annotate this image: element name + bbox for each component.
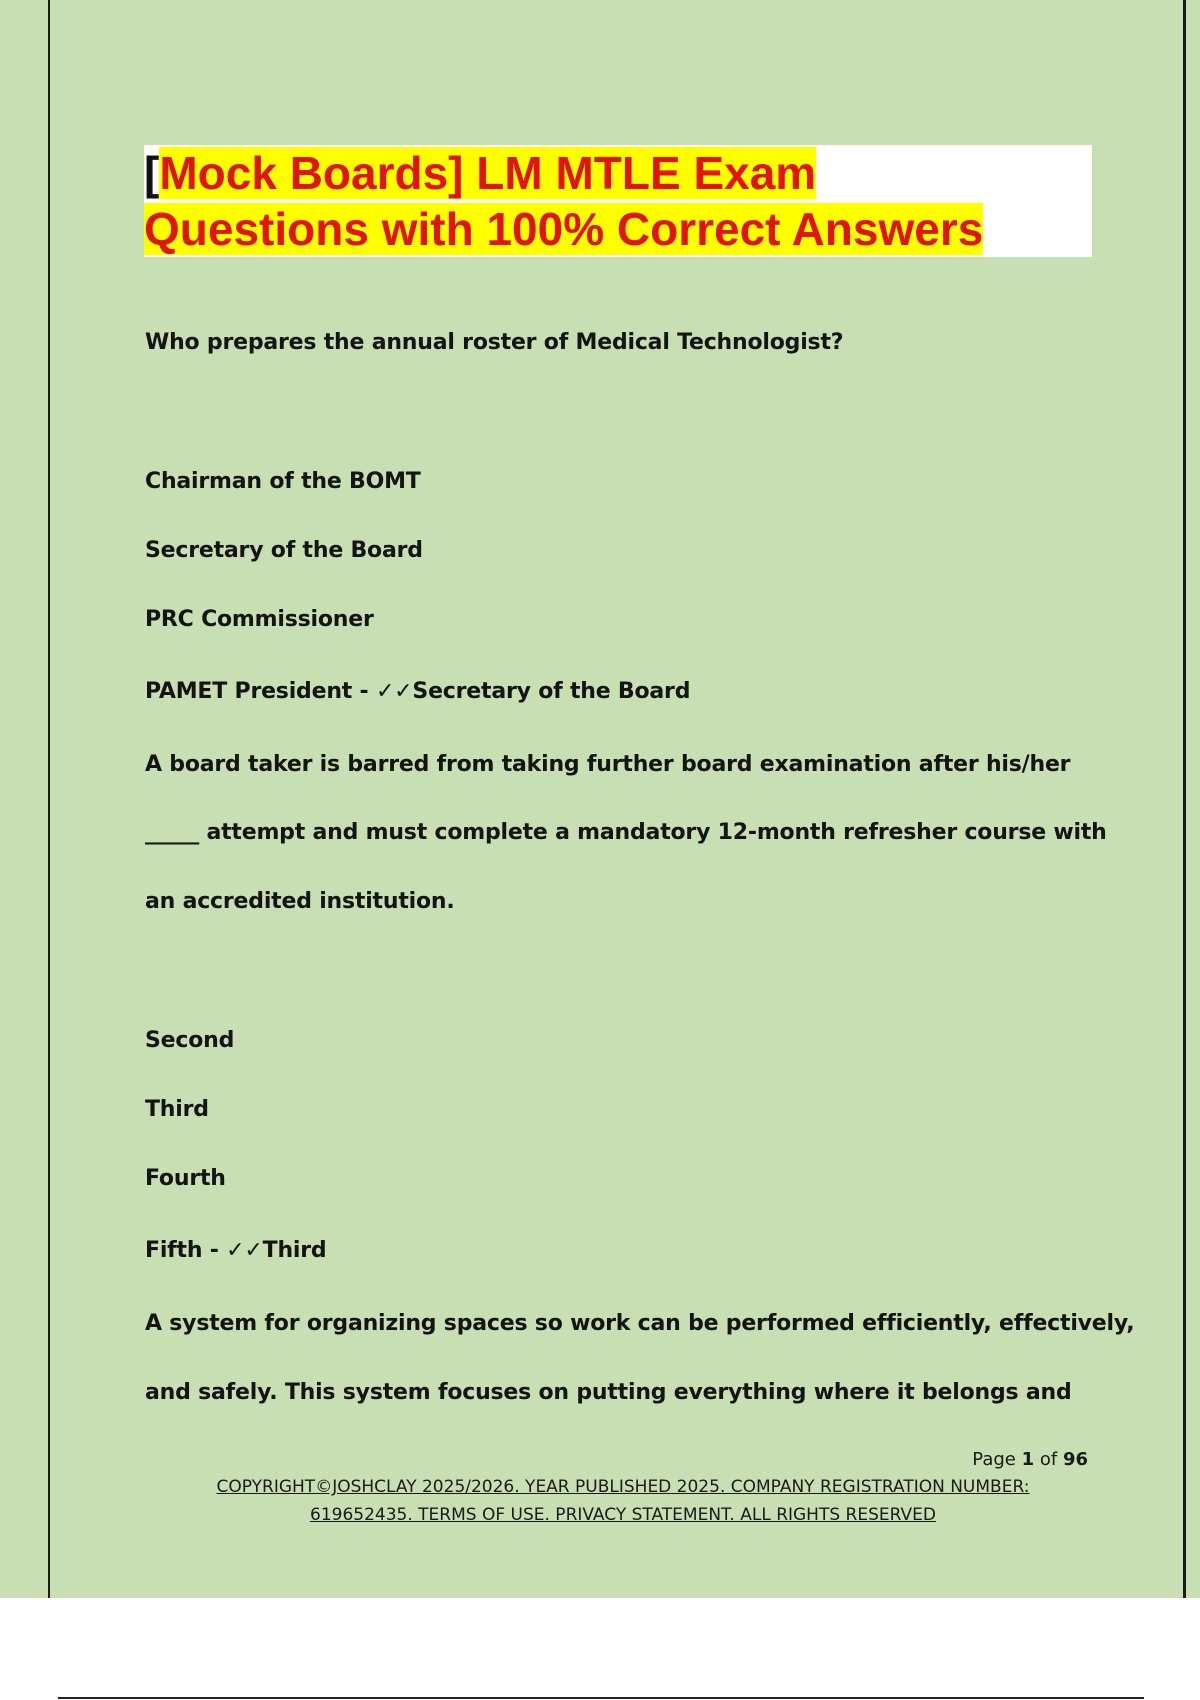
q1-option-4: PAMET President - (145, 679, 376, 704)
q2-option-3: Fourth (145, 1166, 226, 1191)
q1-option-1: Chairman of the BOMT (145, 469, 421, 494)
q2-option-4-with-answer (145, 1236, 326, 1266)
page-number (900, 1448, 1088, 1472)
title-line-2: Questions with 100% Correct Answers (144, 203, 984, 255)
q2-answer: Third (262, 1238, 327, 1263)
copyright-notice (150, 1473, 1096, 1529)
checkmark-icon: ✓✓ (375, 679, 413, 704)
bottom-divider (58, 1697, 1144, 1699)
q1-option-3: PRC Commissioner (145, 607, 374, 632)
page-border-right (1183, 0, 1186, 1598)
q1-option-2: Secretary of the Board (145, 538, 423, 563)
copyright-line-1: COPYRIGHT©JOSHCLAY 2025/2026. YEAR PUBLISHED 2025. COMPANY REGISTRATION NUMBER: (216, 1477, 1030, 1497)
question-2-line-3: an accredited institution. (145, 889, 455, 914)
checkmark-icon: ✓✓ (226, 1238, 263, 1263)
document-title (144, 145, 1044, 257)
page-border-left (48, 0, 50, 1598)
q1-answer: Secretary of the Board (412, 679, 691, 704)
title-line-1: Mock Boards] LM MTLE Exam (159, 147, 817, 199)
copyright-line-2: 619652435. TERMS OF USE. PRIVACY STATEMENT. ALL RIGHTS RESERVED (310, 1505, 936, 1525)
title-bracket: [ (144, 147, 160, 199)
page-label: Page (972, 1449, 1022, 1470)
page-current: 1 (1021, 1449, 1035, 1470)
page-total: 96 (1062, 1449, 1088, 1470)
page-of-label: of (1034, 1449, 1063, 1470)
q1-option-4-with-answer (145, 677, 690, 707)
q2-option-1: Second (145, 1028, 235, 1053)
question-3-line-2: and safely. This system focuses on putting everything where it belongs and (145, 1380, 1072, 1405)
question-2-line-2: _____ attempt and must complete a mandatory 12-month refresher course with (145, 820, 1107, 845)
q2-option-2: Third (145, 1097, 209, 1122)
question-1: Who prepares the annual roster of Medical Technologist? (145, 330, 844, 355)
question-3-line-1: A system for organizing spaces so work can be performed efficiently, effectively, (145, 1311, 1135, 1336)
q2-option-4: Fifth - (145, 1238, 227, 1263)
question-2-line-1: A board taker is barred from taking further board examination after his/her (145, 752, 1071, 777)
